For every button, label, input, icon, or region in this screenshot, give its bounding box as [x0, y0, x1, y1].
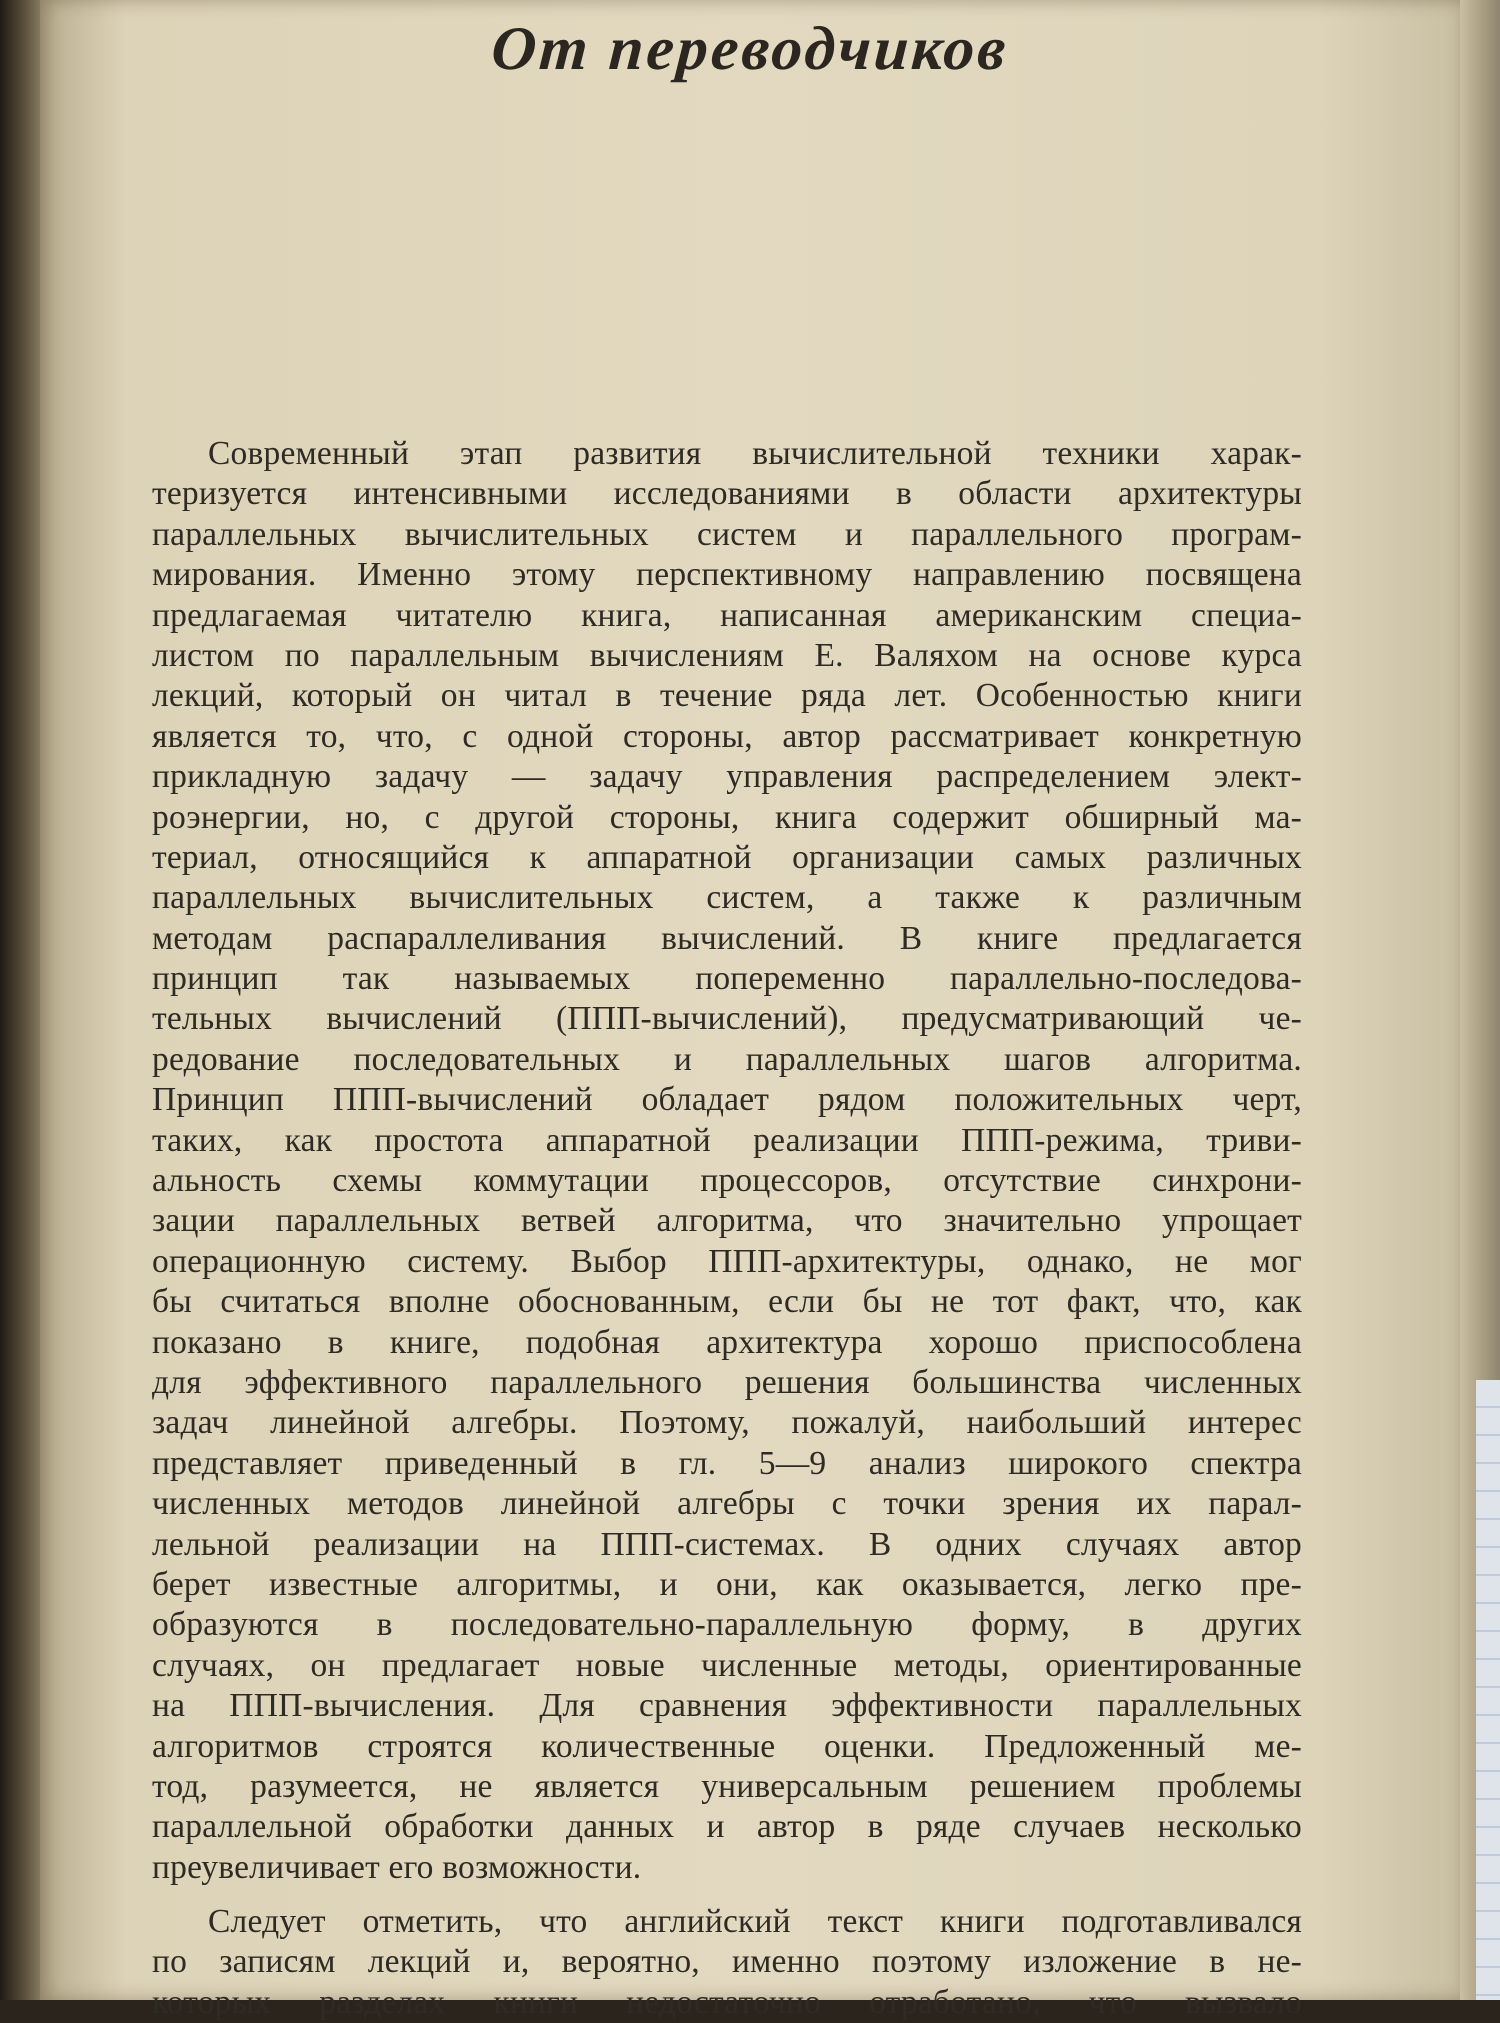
text-line: преувеличивает его возможности. [152, 1848, 642, 1886]
text-line: лельной реализации на ППП-системах. В одних случаях автор [152, 1525, 1302, 1563]
text-line: тельных вычислений (ППП-вычислений), предусматривающий че- [152, 1000, 1302, 1038]
text-line: численных методов линейной алгебры с точки зрения их парал- [152, 1485, 1302, 1523]
paragraph-1 [152, 434, 1302, 1888]
text-line: Современный этап развития вычислительной техники харак- [208, 435, 1302, 472]
text-line: зации параллельных ветвей алгоритма, что значительно упрощает [152, 1202, 1302, 1240]
text-line: показано в книге, подобная архитектура хорошо приспособлена [152, 1323, 1302, 1361]
text-line: роэнергии, но, с другой стороны, книга содержит обширный ма- [152, 798, 1302, 836]
text-line: Следует отметить, что английский текст книги подготавливался [208, 1903, 1302, 1941]
text-line: на ППП-вычисления. Для сравнения эффективности параллельных [152, 1687, 1302, 1725]
text-line: алгоритмов строятся количественные оценки. Предложенный ме- [152, 1727, 1302, 1765]
text-line: териал, относящийся к аппаратной организации самых различных [152, 838, 1302, 876]
text-line: теризуется интенсивными исследованиями в области архитектуры [152, 475, 1302, 513]
text-line: случаях, он предлагает новые численные методы, ориентированные [152, 1646, 1302, 1684]
text-line: листом по параллельным вычислениям Е. Валяхом на основе курса [152, 636, 1302, 674]
text-line: тод, разумеется, не является универсальным решением проблемы [152, 1767, 1302, 1805]
text-line: которых разделах книги недостаточно отработано, что вызвало [152, 1983, 1302, 2021]
text-line: параллельных вычислительных систем, а также к различным [152, 879, 1302, 917]
text-line: Принцип ППП-вычислений обладает рядом положительных черт, [152, 1081, 1302, 1119]
paragraph-2 [152, 1902, 1302, 2023]
text-line: альность схемы коммутации процессоров, отсутствие синхрони- [152, 1162, 1302, 1200]
text-line: таких, как простота аппаратной реализации ППП-режима, триви- [152, 1121, 1302, 1159]
text-line: предлагаемая читателю книга, написанная американским специа- [152, 596, 1302, 634]
text-line: является то, что, с одной стороны, автор рассматривает конкретную [152, 717, 1302, 755]
body-text [152, 434, 1302, 2023]
text-line: лекций, который он читал в течение ряда лет. Особенностью книги [152, 677, 1302, 715]
text-line: операционную систему. Выбор ППП-архитектуры, однако, не мог [152, 1242, 1302, 1280]
text-line: берет известные алгоритмы, и они, как оказывается, легко пре- [152, 1565, 1302, 1603]
text-line: образуются в последовательно-параллельную форму, в других [152, 1606, 1302, 1644]
text-line: задач линейной алгебры. Поэтому, пожалуй, наибольший интерес [152, 1404, 1302, 1442]
paragraph-gap [152, 1888, 1302, 1902]
text-line: методам распараллеливания вычислений. В книге предлагается [152, 919, 1302, 957]
page-title: От переводчиков [489, 15, 1011, 83]
text-line: для эффективного параллельного решения большинства численных [152, 1363, 1302, 1401]
notebook-paper-edge [1476, 1380, 1500, 2000]
text-line: представляет приведенный в гл. 5—9 анализ широкого спектра [152, 1444, 1302, 1482]
text-line: редование последовательных и параллельных шагов алгоритма. [152, 1040, 1302, 1078]
text-line: мирования. Именно этому перспективному направлению посвящена [152, 556, 1302, 594]
text-line: по записям лекций и, вероятно, именно поэтому изложение в не- [152, 1943, 1302, 1981]
text-line: параллельных вычислительных систем и параллельного програм- [152, 515, 1302, 553]
text-line: принцип так называемых попеременно параллельно-последова- [152, 960, 1302, 998]
text-line: бы считаться вполне обоснованным, если бы не тот факт, что, как [152, 1283, 1302, 1321]
text-line: прикладную задачу — задачу управления распределением элект- [152, 758, 1302, 796]
text-line: параллельной обработки данных и автор в ряде случаев несколько [152, 1808, 1302, 1846]
